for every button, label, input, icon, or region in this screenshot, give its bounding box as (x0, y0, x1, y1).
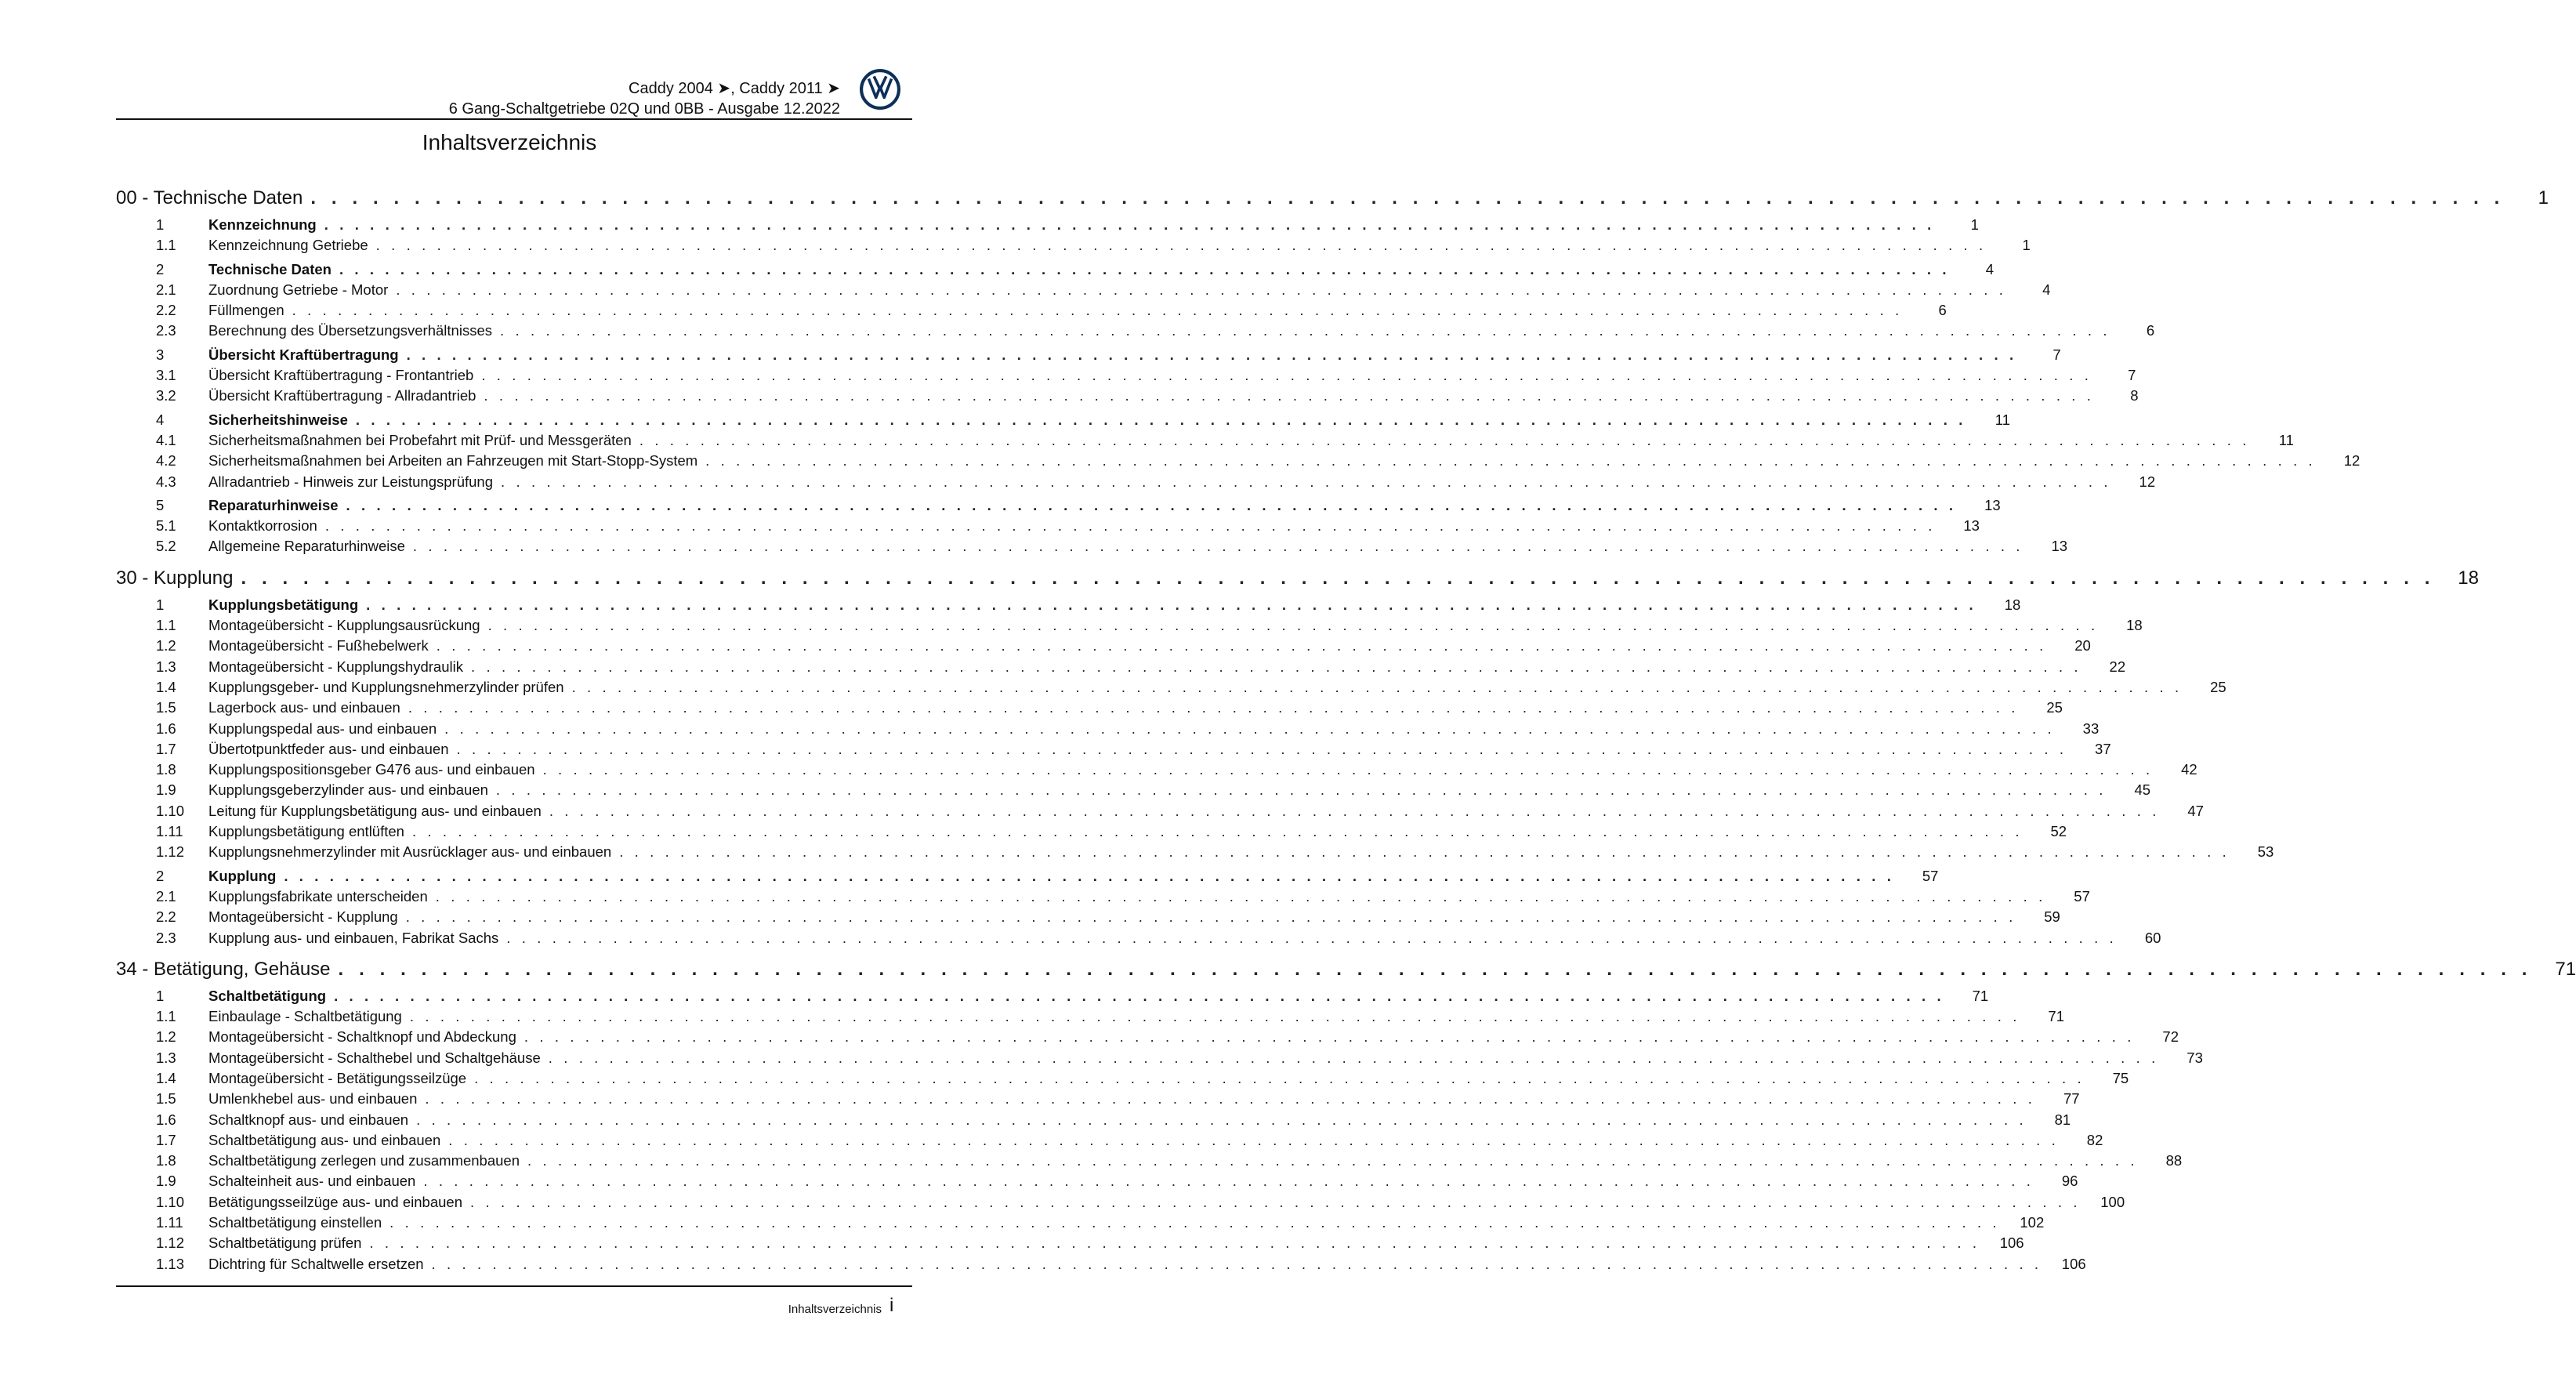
subsection-entry[interactable] (116, 1027, 2179, 1047)
subsection-entry[interactable] (116, 801, 2204, 821)
entry-title: 30 - Kupplung (116, 567, 234, 589)
subsection-entry[interactable] (116, 821, 2067, 842)
entry-page-number: 4 (2042, 281, 2051, 298)
entry-number: 1.2 (156, 637, 176, 654)
entry-page-number: 13 (1963, 517, 1980, 535)
entry-number: 2.3 (156, 929, 176, 946)
entry-title: Leitung für Kupplungsbetätigung aus- und einbauen (208, 802, 542, 819)
entry-number: 1.8 (156, 761, 176, 778)
entry-title: Umlenkhebel aus- und einbauen (208, 1090, 418, 1108)
dot-leader: . . . . . . . . . . . . . . . . . . . . . . . . . . . . . . . . . . . . . . . . . . . . . . . . . . . . . . . . . . . . . . . . . . . . . . . . . . . . . . . . . . . . . . . . . . . . . . . . . . . . . . . . . . (481, 367, 2092, 384)
dot-leader: . . . . . . . . . . . . . . . . . . . . . . . . . . . . . . . . . . . . . . . . . . . . . . . . . . . . . . . . . . . . . . . . . . . . . . . . . . . . . . . . . . . . . . . . . . . . . . . . . . . . . . . . . . (431, 1255, 2042, 1272)
entry-page-number: 77 (2063, 1090, 2080, 1108)
section-entry[interactable] (116, 259, 1994, 280)
dot-leader: . . . . . . . . . . . . . . . . . . . . . . . . . . . . . . . . . . . . . . . . . . . . . . . . . . . . . . . . . . . . . . . . . . . . . . . . . . . . . . . . . . . . . . . . . . . . . . . . . . . . . . . . . . (548, 1049, 2159, 1066)
subsection-entry[interactable] (116, 1048, 2203, 1068)
entry-title: Kupplungsbetätigung (208, 596, 359, 613)
dot-leader: . . . . . . . . . . . . . . . . . . . . . . . . . . . . . . . . . . . . . . . . . . . . . . . . . . . . . . . . . . . . . . . . . . . . . . . . . . . . . . . . . . . . . . . . . . . . . . . . . . . . . . . . . . (444, 720, 2056, 737)
dot-leader: . . . . . . . . . . . . . . . . . . . . . . . . . . . . . . . . . . . . . . . . . . . . . . . . . . . . . . . . . . . . . . . . . . . . . . . . . . . . . . . . . . . . . . . . . . . . . . . . . . . . . . . . . . (346, 496, 1957, 513)
subsection-entry[interactable] (116, 516, 1980, 536)
dot-leader: . . . . . . . . . . . . . . . . . . . . . . . . . . . . . . . . . . . . . . . . . . . . . . . . . . . . . . . . . . . . . . . . . . . . . . . . . . . . . . . . . . . . . . . . . . . . . . . . . . . . . . . . . . (425, 1090, 2036, 1108)
subsection-entry[interactable] (116, 928, 2161, 948)
entry-number: 1.8 (156, 1152, 176, 1169)
subsection-entry[interactable] (116, 536, 2068, 556)
entry-title: Berechnung des Übersetzungsverhältnisses (208, 322, 492, 339)
subsection-entry[interactable] (116, 1006, 2064, 1027)
entry-page-number: 53 (2257, 843, 2274, 861)
dot-leader: . . . . . . . . . . . . . . . . . . . . . . . . . . . . . . . . . . . . . . . . . . . . . . . . . . . . . . . . . . . . . . . . . . . . . . . . . . . . . . . . . . . . . . . . . . . . . . . . . . . . . . . . . . (409, 1008, 2020, 1025)
entry-number: 1 (156, 596, 165, 613)
header-vehicle-models: Caddy 2004 ➤, Caddy 2011 ➤ (629, 80, 840, 97)
section-entry[interactable] (116, 345, 2061, 365)
dot-leader: . . . . . . . . . . . . . . . . . . . . . . . . . . . . . . . . . . . . . . . . . . . . . . . . . . . . . . . . . . . . . . . . . . . . . . . . . . . . . . . . . . . . . . . . . . . . . . . . . . . . . . . . . . (500, 322, 2111, 339)
entry-number: 1.1 (156, 237, 176, 254)
entry-number: 1.10 (156, 1193, 185, 1210)
dot-leader: . . . . . . . . . . . . . . . . . . . . . . . . . . . . . . . . . . . . . . . . . . . . . . . . . . . . . . . . . . . . . . . . . . . . . . . . . . . . . . . . . . . . . . . . . . . . . . . . . . . . . . . . . . (411, 823, 2023, 840)
chapter-block (116, 185, 2549, 557)
chapter-block (116, 956, 2576, 1274)
entry-number: 1.9 (156, 781, 176, 799)
dot-leader: . . . . . . . . . . . . . . . . . . . . . . . . . . . . . . . . . . . . . . . . . . . . . . . . . . . . . . . . . . . . . . . . . . . . . . . . . . . . . . . . . . . . . . . . . . . . . . . . . . . . . . . . . . (456, 740, 2067, 757)
entry-title: Kupplungspositionsgeber G476 aus- und einbauen (208, 761, 535, 778)
entry-title: Kupplungsgeberzylinder aus- und einbauen (208, 781, 488, 799)
header-manual-title: 6 Gang-Schaltgetriebe 02Q und 0BB - Ausgabe 12.2022 (448, 100, 840, 118)
entry-title: Montageübersicht - Schalthebel und Schaltgehäuse (208, 1049, 541, 1066)
entry-number: 1.4 (156, 1069, 176, 1086)
subsection-entry[interactable] (116, 1192, 2125, 1213)
entry-page-number: 1 (1970, 216, 1979, 233)
entry-number: 1.5 (156, 699, 176, 716)
entry-page-number: 20 (2074, 637, 2091, 654)
entry-number: 1.13 (156, 1255, 185, 1272)
entry-title: Schaltbetätigung einstellen (208, 1214, 382, 1231)
entry-page-number: 6 (1938, 302, 1947, 319)
entry-title: Technische Daten (208, 260, 332, 277)
entry-page-number: 18 (2004, 596, 2021, 613)
subsection-entry[interactable] (116, 907, 2060, 927)
dot-leader: . . . . . . . . . . . . . . . . . . . . . . . . . . . . . . . . . . . . . . . . . . . . . . . . . . . . . . . . . . . . . . . . . . . . . . . . . . . . . . . . . . . . . . . . . . . . . . . . . . . . . . . . . . (406, 346, 2017, 363)
dot-leader: . . . . . . . . . . . . . . . . . . . . . . . . . . . . . . . . . . . . . . . . . . . . . . . . . . . . . . . . . . . . . . . . . . . . . . . . . . . . . . . . . . . . . . . . . . . . . . . . . . . . . . . . . . (355, 411, 1966, 428)
dot-leader: . . . . . . . . . . . . . . . . . . . . . . . . . . . . . . . . . . . . . . . . . . . . . . . . . . . . . . . . . . . . . . . . . . . . . . . . . . . . . . . . . . . . . . . . . . . . . . . . . . . . . . . . . . (484, 387, 2095, 404)
entry-page-number: 52 (2050, 823, 2067, 840)
subsection-entry[interactable] (116, 1130, 2103, 1151)
dot-leader: . . . . . . . . . . . . . . . . . . . . . . . . . . . . . . . . . . . . . . . . . . . . . . . . . . . . . . . . . . . . . . . . . . . . . . . . . . . . . . . . . . . . . . . . . . . . . . . . . . . . . . . . . . (339, 260, 1951, 277)
entry-page-number: 82 (2086, 1131, 2103, 1148)
entry-title: Kontaktkorrosion (208, 517, 317, 535)
dot-leader: . . . . . . . . . . . . . . . . . . . . . . . . . . . . . . . . . . . . . . . . . . . . . . . . . . . . . . . . . . . . . . . . . . . . . . . . . . . . . . . . . . . . . . . . . . . . . . . . . . . . . . . . . . (470, 1193, 2081, 1210)
section-entry[interactable] (116, 866, 1939, 886)
entry-number: 3.2 (156, 387, 176, 404)
dot-leader: . . . . . . . . . . . . . . . . . . . . . . . . . . . . . . . . . . . . . . . . . . . . . . . . . . . . . . . . . . . . . . . . . . . . . . . . . . . . . . . . . . . . . . . . . . . . . . . . . . . . . . . . . . (487, 617, 2099, 634)
entry-page-number: 1 (2538, 187, 2549, 208)
entry-page-number: 106 (1999, 1234, 2024, 1252)
entry-number: 5.1 (156, 517, 176, 535)
subsection-entry[interactable] (116, 472, 2156, 492)
subsection-entry[interactable] (116, 719, 2100, 739)
entry-number: 1.3 (156, 1049, 176, 1066)
dot-leader: . . . . . . . . . . . . . . . . . . . . . . . . . . . . . . . . . . . . . . . . . . . . . . . . . . . . . . . . . . . . . . . . . . . . . . . . . . . . . . . . . . . . . . . . . . . . . . . . . . . . . . . . . . (448, 1131, 2060, 1148)
section-entry[interactable] (116, 595, 2021, 615)
dot-leader: . . . . . . . . . . . . . . . . . . . . . . . . . . . . . . . . . . . . . . . . . . . . . . . . . . . . . . . . . . . . . . . . . . . . . . . . . . . . . . . . . . . . . . . . . . . . . . . . . . . . . . . . . . (470, 658, 2082, 675)
subsection-entry[interactable] (116, 386, 2139, 406)
dot-leader: . . . . . . . . . . . . . . . . . . . . . . . . . . . . . . . . . . . . . . . . . . . . . . . . . . . . . . . . . . . . . . . . . . . . . . . . . . . . . . . . . . . . . . . . . . . . . . . . . . . . . . . . . . (324, 216, 1935, 233)
entry-page-number: 6 (2146, 322, 2155, 339)
entry-title: Allradantrieb - Hinweis zur Leistungsprüfung (208, 473, 493, 490)
subsection-entry[interactable] (116, 842, 2274, 862)
dot-leader: . . . . . . . . . . . . . . . . . . . . . . . . . . . . . . . . . . . . . . . . . . . . . . . . . . . . . . . . . . . . . . . . . . . . . . . . . . . . . . . . . . . . . . . . . . . . . . . . . . . . . . . . . . (338, 958, 2533, 980)
footer-divider (116, 1285, 912, 1287)
entry-title: Einbaulage - Schaltbetätigung (208, 1008, 402, 1025)
subsection-entry[interactable] (116, 615, 2143, 636)
entry-page-number: 88 (2165, 1152, 2183, 1169)
subsection-entry[interactable] (116, 1068, 2129, 1089)
entry-number: 2.2 (156, 908, 176, 926)
entry-title: Kupplungsnehmerzylinder mit Ausrücklager aus- und einbauen (208, 843, 612, 861)
entry-title: Montageübersicht - Betätigungsseilzüge (208, 1069, 467, 1086)
entry-title: Schaltbetätigung prüfen (208, 1234, 362, 1252)
entry-title: Reparaturhinweise (208, 496, 339, 513)
entry-number: 1 (156, 216, 165, 233)
entry-title: Schaltbetätigung (208, 987, 327, 1004)
dot-leader: . . . . . . . . . . . . . . . . . . . . . . . . . . . . . . . . . . . . . . . . . . . . . . . . . . . . . . . . . . . . . . . . . . . . . . . . . . . . . . . . . . . . . . . . . . . . . . . . . . . . . . . . . . (292, 302, 1903, 319)
entry-number: 1.4 (156, 678, 176, 695)
dot-leader: . . . . . . . . . . . . . . . . . . . . . . . . . . . . . . . . . . . . . . . . . . . . . . . . . . . . . . . . . . . . . . . . . . . . . . . . . . . . . . . . . . . . . . . . . . . . . . . . . . . . . . . . . . (416, 1111, 2027, 1128)
subsection-entry[interactable] (116, 321, 2155, 341)
entry-page-number: 73 (2187, 1049, 2203, 1066)
entry-page-number: 106 (2061, 1255, 2086, 1272)
entry-title: Kupplungsbetätigung entlüften (208, 823, 404, 840)
subsection-entry[interactable] (116, 780, 2151, 800)
entry-page-number: 72 (2162, 1028, 2179, 1046)
subsection-entry[interactable] (116, 636, 2091, 656)
entry-title: Übersicht Kraftübertragung - Allradantrieb (208, 387, 476, 404)
dot-leader: . . . . . . . . . . . . . . . . . . . . . . . . . . . . . . . . . . . . . . . . . . . . . . . . . . . . . . . . . . . . . . . . . . . . . . . . . . . . . . . . . . . . . . . . . . . . . . . . . . . . . . . . . . (571, 678, 2183, 695)
entry-number: 2.1 (156, 281, 176, 298)
entry-title: Dichtring für Schaltwelle ersetzen (208, 1255, 424, 1272)
entry-page-number: 37 (2095, 740, 2111, 757)
subsection-entry[interactable] (116, 1110, 2071, 1130)
entry-number: 4.3 (156, 473, 176, 490)
entry-page-number: 12 (2139, 473, 2156, 490)
entry-title: Schaltbetätigung zerlegen und zusammenbauen (208, 1152, 520, 1169)
dot-leader: . . . . . . . . . . . . . . . . . . . . . . . . . . . . . . . . . . . . . . . . . . . . . . . . . . . . . . . . . . . . . . . . . . . . . . . . . . . . . . . . . . . . . . . . . . . . . . . . . . . . . . . . . . (324, 517, 1936, 535)
entry-page-number: 11 (2278, 431, 2294, 448)
chapter-entry[interactable] (116, 956, 2576, 983)
vw-logo-icon (860, 69, 900, 110)
entry-number: 2.1 (156, 887, 176, 905)
entry-title: Betätigungsseilzüge aus- und einbauen (208, 1193, 462, 1210)
entry-page-number: 13 (2051, 538, 2068, 555)
section-entry[interactable] (116, 410, 2010, 430)
entry-title: 00 - Technische Daten (116, 187, 303, 208)
dot-leader: . . . . . . . . . . . . . . . . . . . . . . . . . . . . . . . . . . . . . . . . . . . . . . . . . . . . . . . . . . . . . . . . . . . . . . . . . . . . . . . . . . . . . . . . . . . . . . . . . . . . . . . . . . (495, 781, 2107, 799)
entry-title: Übersicht Kraftübertragung - Frontantrieb (208, 367, 474, 384)
entry-page-number: 25 (2210, 678, 2226, 695)
entry-title: Kupplung (208, 867, 277, 884)
chapter-entry[interactable] (116, 565, 2479, 592)
dot-leader: . . . . . . . . . . . . . . . . . . . . . . . . . . . . . . . . . . . . . . . . . . . . . . . . . . . . . . . . . . . . . . . . . . . . . . . . . . . . . . . . . . . . . . . . . . . . . . . . . . . . . . . . . . (396, 281, 2007, 298)
entry-number: 1.7 (156, 1131, 176, 1148)
entry-page-number: 75 (2112, 1069, 2129, 1086)
entry-number: 2 (156, 260, 165, 277)
entry-title: Schaltbetätigung aus- und einbauen (208, 1131, 441, 1148)
entry-page-number: 13 (1984, 496, 2001, 513)
entry-page-number: 71 (2555, 958, 2576, 980)
entry-page-number: 71 (1972, 987, 1989, 1004)
dot-leader: . . . . . . . . . . . . . . . . . . . . . . . . . . . . . . . . . . . . . . . . . . . . . . . . . . . . . . . . . . . . . . . . . . . . . . . . . . . . . . . . . . . . . . . . . . . . . . . . . . . . . . . . . . (474, 1069, 2085, 1086)
entry-number: 2 (156, 867, 165, 884)
entry-page-number: 25 (2046, 699, 2063, 716)
entry-page-number: 11 (1994, 411, 2010, 428)
entry-title: Schalteinheit aus- und einbauen (208, 1173, 416, 1190)
entry-number: 1.5 (156, 1090, 176, 1108)
entry-number: 4.2 (156, 452, 176, 469)
subsection-entry[interactable] (116, 280, 2051, 300)
entry-title: Allgemeine Reparaturhinweise (208, 538, 405, 555)
entry-title: Montageübersicht - Fußhebelwerk (208, 637, 429, 654)
entry-page-number: 47 (2187, 802, 2204, 819)
entry-page-number: 57 (2074, 887, 2090, 905)
chapter-entry[interactable] (116, 185, 2549, 212)
dot-leader: . . . . . . . . . . . . . . . . . . . . . . . . . . . . . . . . . . . . . . . . . . . . . . . . . . . . . . . . . . . . . . . . . . . . . . . . . . . . . . . . . . . . . . . . . . . . . . . . . . . . . . . . . . (284, 867, 1895, 884)
entry-number: 1.12 (156, 843, 185, 861)
dot-leader: . . . . . . . . . . . . . . . . . . . . . . . . . . . . . . . . . . . . . . . . . . . . . . . . . . . . . . . . . . . . . . . . . . . . . . . . . . . . . . . . . . . . . . . . . . . . . . . . . . . . . . . . . . (405, 908, 2016, 926)
dot-leader: . . . . . . . . . . . . . . . . . . . . . . . . . . . . . . . . . . . . . . . . . . . . . . . . . . . . . . . . . . . . . . . . . . . . . . . . . . . . . . . . . . . . . . . . . . . . . . . . . . . . . . . . . . (389, 1214, 2001, 1231)
subsection-entry[interactable] (116, 739, 2111, 760)
entry-title: 34 - Betätigung, Gehäuse (116, 958, 331, 980)
dot-leader: . . . . . . . . . . . . . . . . . . . . . . . . . . . . . . . . . . . . . . . . . . . . . . . . . . . . . . . . . . . . . . . . . . . . . . . . . . . . . . . . . . . . . . . . . . . . . . . . . . . . . . . . . . (412, 538, 2024, 555)
subsection-entry[interactable] (116, 657, 2126, 677)
entry-page-number: 18 (2458, 567, 2479, 589)
subsection-entry[interactable] (116, 1151, 2183, 1171)
subsection-entry[interactable] (116, 1089, 2080, 1109)
entry-page-number: 42 (2181, 761, 2197, 778)
entry-number: 1.9 (156, 1173, 176, 1190)
table-of-contents (116, 185, 2576, 1282)
entry-title: Kennzeichnung (208, 216, 317, 233)
entry-number: 1.11 (156, 1214, 183, 1231)
entry-page-number: 22 (2109, 658, 2126, 675)
entry-number: 1.12 (156, 1234, 185, 1252)
entry-page-number: 45 (2134, 781, 2151, 799)
dot-leader: . . . . . . . . . . . . . . . . . . . . . . . . . . . . . . . . . . . . . . . . . . . . . . . . . . . . . . . . . . . . . . . . . . . . . . . . . . . . . . . . . . . . . . . . . . . . . . . . . . . . . . . . . . (549, 802, 2160, 819)
entry-title: Füllmengen (208, 302, 284, 319)
subsection-entry[interactable] (116, 1213, 2045, 1233)
entry-page-number: 100 (2100, 1193, 2125, 1210)
page-header (116, 75, 840, 121)
entry-number: 4 (156, 411, 165, 428)
entry-page-number: 7 (2052, 346, 2061, 363)
dot-leader: . . . . . . . . . . . . . . . . . . . . . . . . . . . . . . . . . . . . . . . . . . . . . . . . . . . . . . . . . . . . . . . . . . . . . . . . . . . . . . . . . . . . . . . . . . . . . . . . . . . . . . . . . . (369, 1234, 1980, 1252)
subsection-entry[interactable] (116, 300, 1947, 321)
section-entry[interactable] (116, 986, 1989, 1006)
dot-leader: . . . . . . . . . . . . . . . . . . . . . . . . . . . . . . . . . . . . . . . . . . . . . . . . . . . . . . . . . . . . . . . . . . . . . . . . . . . . . . . . . . . . . . . . . . . . . . . . . . . . . . . . . . (366, 596, 1977, 613)
entry-title: Lagerbock aus- und einbauen (208, 699, 400, 716)
entry-title: Sicherheitsmaßnahmen bei Arbeiten an Fahrzeugen mit Start-Stopp-System (208, 452, 698, 469)
entry-number: 4.1 (156, 431, 176, 448)
entry-page-number: 59 (2044, 908, 2060, 926)
entry-page-number: 81 (2054, 1111, 2071, 1128)
entry-title: Übersicht Kraftübertragung (208, 346, 399, 363)
entry-number: 2.3 (156, 322, 176, 339)
entry-title: Zuordnung Getriebe - Motor (208, 281, 389, 298)
entry-title: Kupplung aus- und einbauen, Fabrikat Sachs (208, 929, 499, 946)
entry-number: 1.3 (156, 658, 176, 675)
entry-number: 1.10 (156, 802, 185, 819)
dot-leader: . . . . . . . . . . . . . . . . . . . . . . . . . . . . . . . . . . . . . . . . . . . . . . . . . . . . . . . . . . . . . . . . . . . . . . . . . . . . . . . . . . . . . . . . . . . . . . . . . . . . . . . . . . (436, 637, 2047, 654)
dot-leader: . . . . . . . . . . . . . . . . . . . . . . . . . . . . . . . . . . . . . . . . . . . . . . . . . . . . . . . . . . . . . . . . . . . . . . . . . . . . . . . . . . . . . . . . . . . . . . . . . . . . . . . . . . (705, 452, 2317, 469)
section-entry[interactable] (116, 215, 1979, 235)
dot-leader: . . . . . . . . . . . . . . . . . . . . . . . . . . . . . . . . . . . . . . . . . . . . . . . . . . . . . . . . . . . . . . . . . . . . . . . . . . . . . . . . . . . . . . . . . . . . . . . . . . . . . . . . . . (408, 699, 2019, 716)
entry-page-number: 7 (2128, 367, 2136, 384)
page-title: Inhaltsverzeichnis (422, 130, 597, 154)
entry-page-number: 8 (2130, 387, 2139, 404)
footer-label: Inhaltsverzeichnis (788, 1303, 882, 1316)
entry-number: 1.6 (156, 1111, 176, 1128)
chapter-block (116, 565, 2479, 948)
entry-title: Montageübersicht - Kupplungsausrückung (208, 617, 480, 634)
footer-page-number: i (889, 1295, 894, 1316)
entry-title: Montageübersicht - Schaltknopf und Abdeckung (208, 1028, 516, 1046)
entry-number: 5.2 (156, 538, 176, 555)
entry-title: Kupplungspedal aus- und einbauen (208, 720, 437, 737)
entry-page-number: 1 (2022, 237, 2031, 254)
entry-number: 1.2 (156, 1028, 176, 1046)
dot-leader: . . . . . . . . . . . . . . . . . . . . . . . . . . . . . . . . . . . . . . . . . . . . . . . . . . . . . . . . . . . . . . . . . . . . . . . . . . . . . . . . . . . . . . . . . . . . . . . . . . . . . . . . . . (435, 887, 2046, 905)
entry-number: 1.7 (156, 740, 176, 757)
subsection-entry[interactable] (116, 1254, 2086, 1274)
entry-page-number: 57 (1922, 867, 1939, 884)
entry-number: 1.11 (156, 823, 183, 840)
entry-title: Montageübersicht - Kupplung (208, 908, 398, 926)
entry-number: 1 (156, 987, 165, 1004)
section-entry[interactable] (116, 495, 2001, 516)
entry-page-number: 96 (2061, 1173, 2078, 1190)
entry-page-number: 18 (2126, 617, 2143, 634)
subsection-entry[interactable] (116, 886, 2090, 907)
subsection-entry[interactable] (116, 677, 2226, 698)
entry-page-number: 71 (2048, 1008, 2064, 1025)
subsection-entry[interactable] (116, 1171, 2078, 1191)
subsection-entry[interactable] (116, 451, 2360, 471)
entry-page-number: 60 (2144, 929, 2161, 946)
subsection-entry[interactable] (116, 430, 2294, 451)
dot-leader: . . . . . . . . . . . . . . . . . . . . . . . . . . . . . . . . . . . . . . . . . . . . . . . . . . . . . . . . . . . . . . . . . . . . . . . . . . . . . . . . . . . . . . . . . . . . . . . . . . . . . . . . . . (423, 1173, 2034, 1190)
entry-number: 1.1 (156, 1008, 176, 1025)
dot-leader: . . . . . . . . . . . . . . . . . . . . . . . . . . . . . . . . . . . . . . . . . . . . . . . . . . . . . . . . . . . . . . . . . . . . . . . . . . . . . . . . . . . . . . . . . . . . . . . . . . . . . . . . . . (524, 1028, 2135, 1046)
entry-number: 3.1 (156, 367, 176, 384)
entry-number: 5 (156, 496, 165, 513)
entry-number: 3 (156, 346, 165, 363)
entry-title: Kupplungsfabrikate unterscheiden (208, 887, 428, 905)
entry-page-number: 102 (2020, 1214, 2045, 1231)
header-divider (116, 118, 912, 120)
dot-leader: . . . . . . . . . . . . . . . . . . . . . . . . . . . . . . . . . . . . . . . . . . . . . . . . . . . . . . . . . . . . . . . . . . . . . . . . . . . . . . . . . . . . . . . . . . . . . . . . . . . . . . . . . . (639, 431, 2250, 448)
entry-number: 1.1 (156, 617, 176, 634)
entry-title: Übertotpunktfeder aus- und einbauen (208, 740, 449, 757)
entry-number: 2.2 (156, 302, 176, 319)
dot-leader: . . . . . . . . . . . . . . . . . . . . . . . . . . . . . . . . . . . . . . . . . . . . . . . . . . . . . . . . . . . . . . . . . . . . . . . . . . . . . . . . . . . . . . . . . . . . . . . . . . . . . . . . . . (542, 761, 2154, 778)
entry-page-number: 4 (1985, 260, 1994, 277)
dot-leader: . . . . . . . . . . . . . . . . . . . . . . . . . . . . . . . . . . . . . . . . . . . . . . . . . . . . . . . . . . . . . . . . . . . . . . . . . . . . . . . . . . . . . . . . . . . . . . . . . . . . . . . . . . (527, 1152, 2139, 1169)
subsection-entry[interactable] (116, 1233, 2024, 1253)
entry-title: Schaltknopf aus- und einbauen (208, 1111, 409, 1128)
entry-page-number: 33 (2082, 720, 2100, 737)
subsection-entry[interactable] (116, 235, 2031, 256)
entry-title: Montageübersicht - Kupplungshydraulik (208, 658, 463, 675)
entry-title: Sicherheitsmaßnahmen bei Probefahrt mit Prüf- und Messgeräten (208, 431, 632, 448)
subsection-entry[interactable] (116, 760, 2197, 780)
entry-page-number: 12 (2343, 452, 2360, 469)
dot-leader: . . . . . . . . . . . . . . . . . . . . . . . . . . . . . . . . . . . . . . . . . . . . . . . . . . . . . . . . . . . . . . . . . . . . . . . . . . . . . . . . . . . . . . . . . . . . . . . . . . . . . . . . . . (334, 987, 1945, 1004)
entry-title: Kennzeichnung Getriebe (208, 237, 368, 254)
dot-leader: . . . . . . . . . . . . . . . . . . . . . . . . . . . . . . . . . . . . . . . . . . . . . . . . . . . . . . . . . . . . . . . . . . . . . . . . . . . . . . . . . . . . . . . . . . . . . . . . . . . . . . . . . . (501, 473, 2112, 490)
dot-leader: . . . . . . . . . . . . . . . . . . . . . . . . . . . . . . . . . . . . . . . . . . . . . . . . . . . . . . . . . . . . . . . . . . . . . . . . . . . . . . . . . . . . . . . . . . . . . . . . . . . . . . . . . . (506, 929, 2118, 946)
entry-title: Kupplungsgeber- und Kupplungsnehmerzylinder prüfen (208, 678, 564, 695)
entry-title: Sicherheitshinweise (208, 411, 348, 428)
entry-number: 1.6 (156, 720, 176, 737)
subsection-entry[interactable] (116, 365, 2136, 386)
dot-leader: . . . . . . . . . . . . . . . . . . . . . . . . . . . . . . . . . . . . . . . . . . . . . . . . . . . . . . . . . . . . . . . . . . . . . . . . . . . . . . . . . . . . . . . . . . . . . . . . . . . . . . . . . . (619, 843, 2230, 861)
dot-leader: . . . . . . . . . . . . . . . . . . . . . . . . . . . . . . . . . . . . . . . . . . . . . . . . . . . . . . . . . . . . . . . . . . . . . . . . . . . . . . . . . . . . . . . . . . . . . . . . . . . . . . . . . . (310, 187, 2505, 208)
dot-leader: . . . . . . . . . . . . . . . . . . . . . . . . . . . . . . . . . . . . . . . . . . . . . . . . . . . . . . . . . . . . . . . . . . . . . . . . . . . . . . . . . . . . . . . . . . . . . . . . . . . . . . . . . . (241, 567, 2435, 589)
dot-leader: . . . . . . . . . . . . . . . . . . . . . . . . . . . . . . . . . . . . . . . . . . . . . . . . . . . . . . . . . . . . . . . . . . . . . . . . . . . . . . . . . . . . . . . . . . . . . . . . . . . . . . . . . . (375, 237, 1987, 254)
subsection-entry[interactable] (116, 698, 2063, 718)
